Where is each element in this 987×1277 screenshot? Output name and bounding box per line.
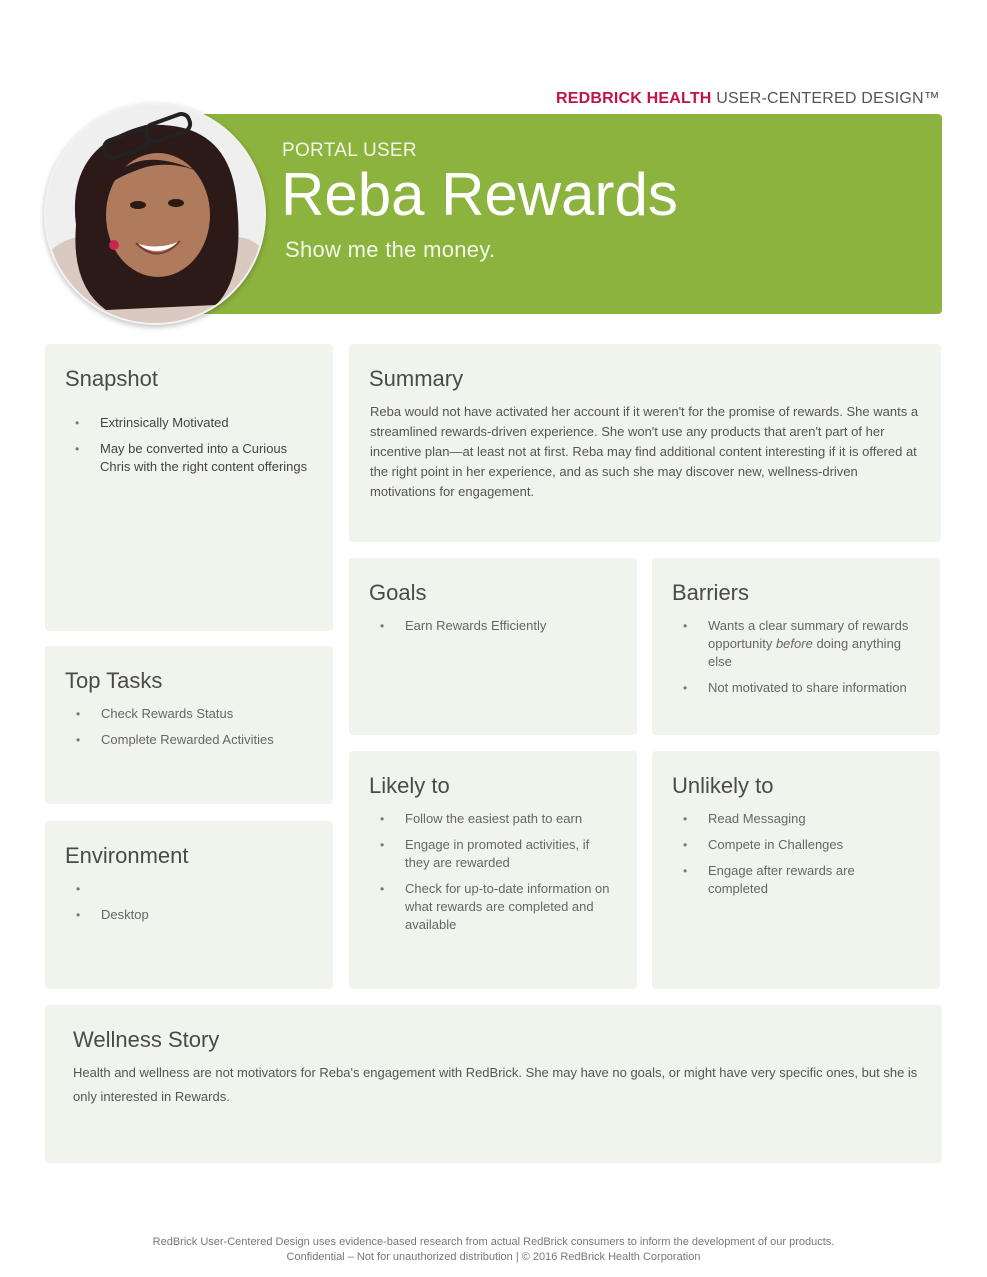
- list-item: • Check for up-to-date information on what rewards are completed and available: [380, 881, 610, 932]
- unlikely-card: [652, 751, 940, 989]
- snapshot-title: Snapshot: [65, 366, 158, 391]
- footer: [0, 1235, 987, 1265]
- likely-list: [370, 810, 615, 942]
- footer-line-2: Confidential – Not for unauthorized distribution | © 2016 RedBrick Health Corporation: [286, 1251, 701, 1263]
- list-item: • Extrinsically Motivated: [75, 415, 229, 430]
- barriers-list: [673, 617, 918, 705]
- brand-suffix: USER-CENTERED DESIGN™: [716, 90, 940, 107]
- snapshot-list: [65, 414, 320, 484]
- list-item: • Earn Rewards Efficiently: [380, 618, 547, 633]
- goals-list: [370, 617, 625, 643]
- brand-line: [500, 90, 940, 108]
- list-item: • May be converted into a Curious Chris with the right content offerings: [75, 441, 308, 474]
- barriers-title: Barriers: [672, 580, 750, 605]
- snapshot-card: [45, 344, 333, 631]
- list-item: • Desktop: [76, 907, 149, 922]
- environment-card: [45, 821, 333, 989]
- persona-name: Reba Rewards: [281, 161, 678, 228]
- wellness-story-text: Health and wellness are not motivators for Reba's engagement with RedBrick. She may have no goals, or might have very specific ones, but she is only interested in Rewards.: [73, 1065, 918, 1104]
- list-item: • Follow the easiest path to earn: [380, 811, 583, 826]
- list-item: • Engage in promoted activities, if they are rewarded: [380, 837, 590, 870]
- footer-line-1: RedBrick User-Centered Design uses evidence-based research from actual RedBrick consumers to inform the development of our products.: [152, 1236, 835, 1248]
- top-tasks-card: [45, 646, 333, 804]
- persona-photo: [44, 103, 266, 325]
- list-item: • Compete in Challenges: [683, 837, 844, 852]
- list-item: • Not motivated to share information: [683, 680, 907, 695]
- barriers-card: [652, 558, 940, 735]
- list-item: • Complete Rewarded Activities: [76, 732, 274, 747]
- persona-role: PORTAL USER: [282, 140, 417, 161]
- list-item: • Check Rewards Status: [76, 706, 234, 721]
- unlikely-list: [673, 810, 918, 906]
- list-item: • Engage after rewards are completed: [683, 863, 855, 896]
- list-item: •: [76, 882, 81, 896]
- environment-list: [66, 880, 321, 932]
- list-item: • Wants a clear summary of rewards opportunity before doing anything else: [683, 618, 909, 669]
- likely-title: Likely to: [369, 773, 450, 798]
- goals-title: Goals: [369, 580, 427, 605]
- wellness-story-card: [45, 1005, 942, 1163]
- wellness-story-title: Wellness Story: [73, 1027, 220, 1052]
- unlikely-title: Unlikely to: [672, 773, 774, 798]
- likely-card: [349, 751, 637, 989]
- summary-title: Summary: [369, 366, 464, 391]
- goals-card: [349, 558, 637, 735]
- summary-text: Reba would not have activated her account if it weren't for the promise of rewards. She wants a streamlined rewards-driven experience. She won't use any products that aren't part of her incentive plan—at least not at first. Reba may find additional content interesting if it is offered at the right point in her experience, and as such she may discover new, wellness-driven motivations for engagement.: [370, 404, 919, 499]
- top-tasks-title: Top Tasks: [65, 668, 163, 693]
- persona-photo-illustration: [46, 105, 266, 325]
- summary-card: [349, 344, 941, 542]
- environment-title: Environment: [65, 843, 189, 868]
- list-item: • Read Messaging: [683, 811, 806, 826]
- brand-name: REDBRICK HEALTH: [555, 90, 712, 107]
- persona-tagline: Show me the money.: [285, 237, 496, 262]
- top-tasks-list: [66, 705, 321, 757]
